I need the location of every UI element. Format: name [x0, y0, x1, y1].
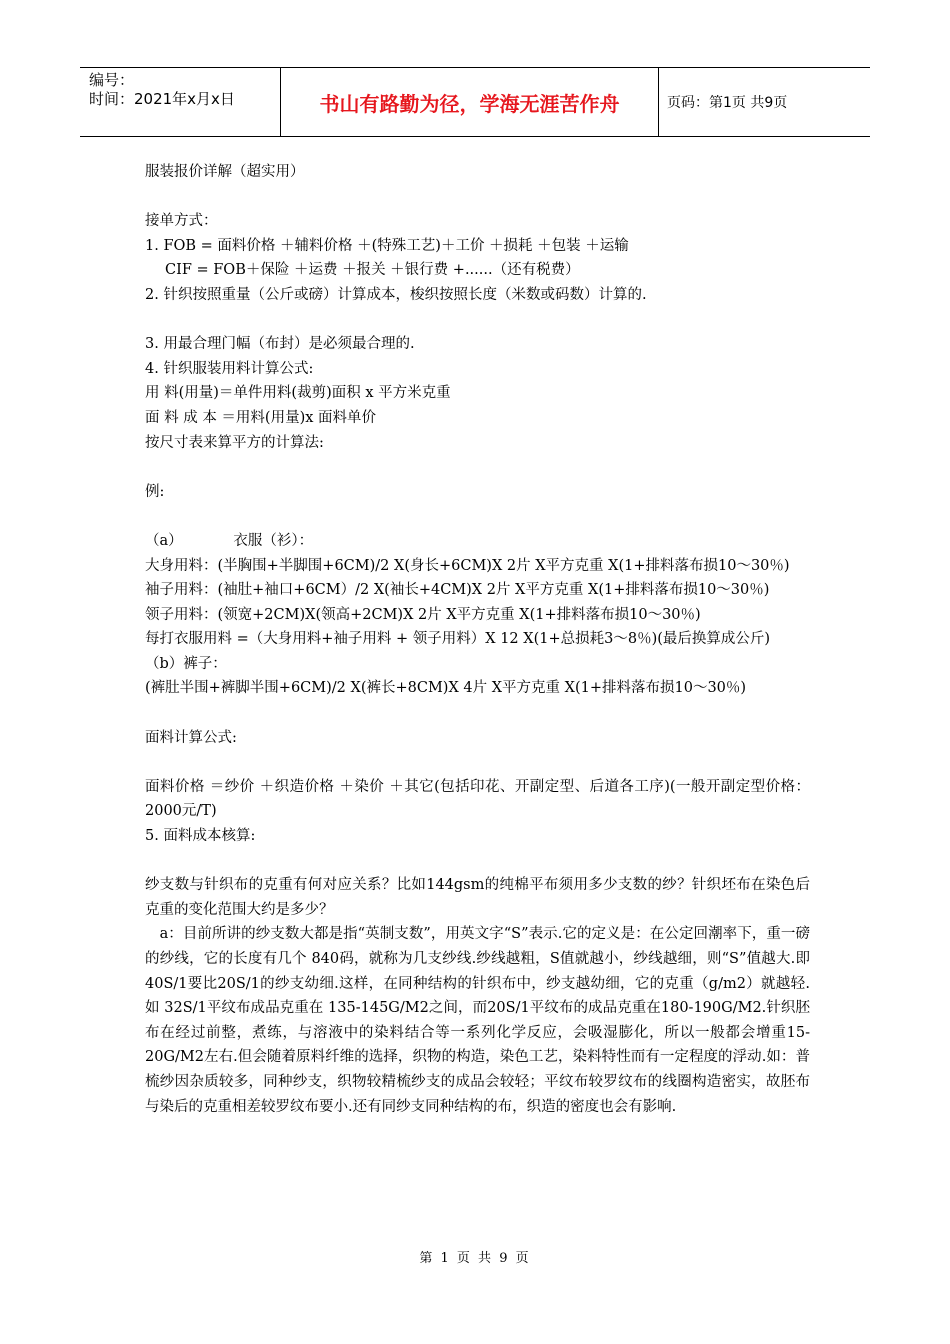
- answer-paragraph: a：目前所讲的纱支数大都是指“英制支数”，用英文字“S”表示.它的定义是：在公定回潮率下，重一磅的纱线，它的长度有几个 840码，就称为几支纱线.纱线越粗，S值就越小，纱线越细，则“S”值越大.即40S/1要比20S/1的纱支幼细.这样，在同种结构的针织布中，纱支越幼细，它的克重（g/m2）就越轻.如 32S/1平纹布成品克重在 135-145G/M2之间，而20S/1平纹布的成品克重在180-190G/M2.针织胚布在经过前整，煮练，与溶液中的染料结合等一系列化学反应，会吸湿膨化，所以一般都会增重15-20G/M2左右.但会随着原料纤维的选择，织物的构造，染色工艺，染料特性而有一定程度的浮动.如：普梳纱因杂质较多，同种纱支，织物较精梳纱支的成品会较轻；平纹布较罗纹布的线圈构造密实，故胚布与染后的克重相差较罗纹布要小.还有同纱支同种结构的布，织造的密度也会有影响.: [145, 926, 810, 1115]
- document-body: [145, 160, 810, 1119]
- sleeve-usage-formula: 袖子用料：(袖肚+袖口+6CM）/2 X(袖长+4CM)X 2片 X平方克重 X(1+排料落布损10～30％): [145, 582, 770, 599]
- collar-usage-formula: 领子用料：(领宽+2CM)X(领高+2CM)X 2片 X平方克重 X(1+排料落布损10～30％): [145, 606, 701, 623]
- spacer: [145, 504, 810, 529]
- door-width-note: 3. 用最合理门幅（布封）是必须最合理的.: [145, 336, 415, 353]
- fob-formula: 1. FOB = 面料价格 ＋辅料价格 ＋(特殊工艺)＋工价 ＋损耗 ＋包装 ＋运输: [145, 237, 629, 254]
- dozen-usage-formula: 每打衣服用料 =（大身用料+袖子用料 + 领子用料）X 12 X(1+总损耗3～8％)(最后换算成公斤): [145, 631, 771, 648]
- spacer: [145, 185, 810, 210]
- spacer: [145, 701, 810, 726]
- document-title: 服装报价详解（超实用）: [145, 164, 305, 180]
- pants-usage-formula: (裤肚半围+裤脚半围+6CM)/2 X(裤长+8CM)X 4片 X平方克重 X(1+排料落布损10～30％): [145, 680, 747, 697]
- body-usage-formula: 大身用料：(半胸围+半脚围+6CM)/2 X(身长+6CM)X 2片 X平方克重 X(1+排料落布损10～30％): [145, 557, 790, 574]
- spacer: [145, 750, 810, 775]
- cost-formula: 面 料 成 本 ＝用料(用量)x 面料单价: [145, 409, 377, 426]
- case-b-heading: （b）裤子：: [145, 655, 227, 672]
- number-label: 编号：: [89, 71, 135, 89]
- header-motto: 书山有路勤为径，学海无涯苦作舟: [319, 91, 620, 116]
- header-page-number: 页码：第1页 共9页: [667, 95, 788, 111]
- question-paragraph: 纱支数与针织布的克重有何对应关系？比如144gsm的纯棉平布须用多少支数的纱？针织坯布在染色后克重的变化范围大约是多少？: [145, 877, 810, 918]
- fabric-price-formula: 面料价格 ＝纱价 ＋织造价格 ＋染价 ＋其它(包括印花、开副定型、后道各工序)(一般开副定型价格：2000元/T): [145, 778, 810, 820]
- example-label: 例:: [145, 483, 165, 500]
- header-divider-right: [658, 68, 659, 136]
- knit-weight-note: 2. 针织按照重量（公斤或磅）计算成本，梭织按照长度（米数或码数）计算的.: [145, 286, 647, 303]
- cif-formula: CIF = FOB＋保险 ＋运费 ＋报关 ＋银行费 +......（还有税费）: [165, 262, 580, 279]
- fabric-formula-heading: 面料计算公式:: [145, 729, 237, 746]
- page-footer: 第 1 页 共 9 页: [419, 1251, 531, 1266]
- spacer: [145, 308, 810, 333]
- spacer: [145, 455, 810, 480]
- usage-formula: 用 料(用量)＝单件用料(裁剪)面积 x 平方米克重: [145, 385, 451, 402]
- cost-check-heading: 5. 面料成本核算:: [145, 828, 256, 845]
- page-header: [80, 67, 870, 137]
- size-method-heading: 按尺寸表来算平方的计算法:: [145, 434, 324, 451]
- order-method-heading: 接单方式：: [145, 213, 218, 230]
- spacer: [145, 849, 810, 874]
- date-label: 时间：2021年x月x日: [89, 90, 235, 108]
- case-a-heading: （a） 衣服（衫）：: [145, 532, 314, 549]
- header-meta: [89, 71, 279, 109]
- knit-formula-heading: 4. 针织服装用料计算公式:: [145, 360, 314, 377]
